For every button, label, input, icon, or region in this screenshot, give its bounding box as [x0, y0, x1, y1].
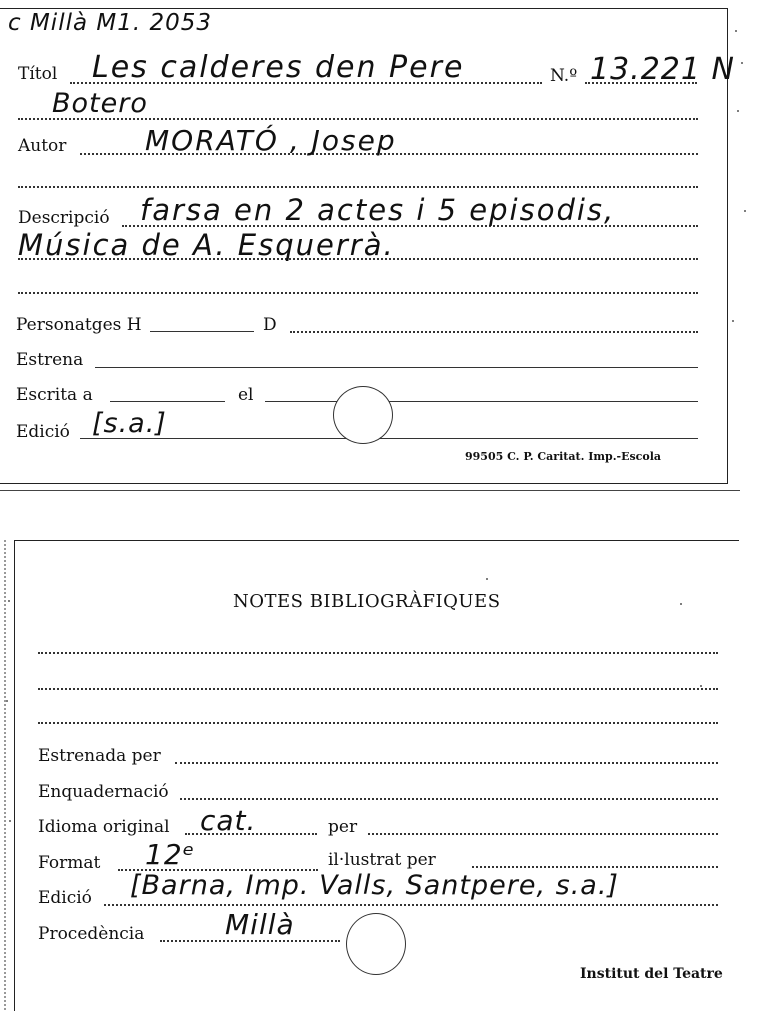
header-note: c Millà M1. 2053 [8, 10, 213, 36]
descripcio-value-2: Música de A. Esquerrà. [18, 228, 395, 262]
autor-label: Autor [18, 136, 67, 156]
numero-label: N.º [550, 66, 578, 86]
speck [741, 62, 743, 64]
notes-line-1 [38, 652, 718, 654]
speck [735, 30, 737, 32]
escrita-line [110, 401, 225, 402]
notes-line-2 [38, 688, 718, 690]
speck [6, 700, 8, 702]
speck [9, 820, 11, 822]
edicio2-label: Edició [38, 888, 92, 908]
edicio-line [80, 438, 698, 439]
speck [486, 578, 488, 580]
personatges-d-line [290, 331, 698, 333]
idioma-value: cat. [200, 804, 257, 837]
speck [744, 210, 746, 212]
edicio-label: Edició [16, 422, 70, 442]
estrenada-label: Estrenada per [38, 746, 161, 766]
enquadernacio-line [180, 798, 718, 800]
el-line [265, 401, 698, 402]
titol-label: Títol [18, 64, 58, 84]
edicio2-value: [Barna, Imp. Valls, Santpere, s.a.] [130, 870, 619, 901]
punch-hole [333, 386, 393, 444]
card-notes-left-edge [4, 540, 6, 1010]
illustrat-line [472, 866, 718, 868]
format-value: 12ᵉ [145, 838, 196, 871]
escrita-label: Escrita a [16, 385, 93, 405]
numero-value: 13.221 N [590, 52, 735, 87]
procedencia-label: Procedència [38, 924, 145, 944]
speck [700, 685, 702, 687]
idioma-label: Idioma original [38, 817, 170, 837]
estrena-label: Estrena [16, 350, 84, 370]
autor-line-2 [18, 186, 698, 188]
titol-value-2: Botero [52, 88, 148, 119]
titol-value: Les calderes den Pere [92, 50, 465, 85]
edicio2-line [104, 904, 718, 906]
card-main-bottom-edge [0, 490, 740, 491]
speck [737, 110, 739, 112]
descripcio-line-3 [18, 292, 698, 294]
notes-line-3 [38, 722, 718, 724]
personatges-label: Personatges H [16, 315, 142, 335]
el-label: el [238, 385, 254, 405]
notes-heading: NOTES BIBLIOGRÀFIQUES [233, 591, 501, 612]
per-line [368, 833, 718, 835]
speck [732, 320, 734, 322]
enquadernacio-label: Enquadernació [38, 782, 169, 802]
format-label: Format [38, 853, 101, 873]
personatges-h-line [150, 331, 254, 332]
descripcio-label: Descripció [18, 208, 110, 228]
procedencia-value: Millà [225, 908, 295, 941]
speck [680, 603, 682, 605]
personatges-d-label: D [263, 315, 277, 335]
illustrat-label: il·lustrat per [328, 850, 436, 870]
institution-stamp: Institut del Teatre [580, 966, 723, 982]
speck [8, 600, 10, 602]
estrena-line [95, 367, 698, 368]
estrenada-line [175, 762, 718, 764]
printer-imprint: 99505 C. P. Caritat. Imp.-Escola [465, 450, 662, 463]
autor-value: MORATÓ , Josep [145, 124, 397, 157]
per-label: per [328, 817, 358, 837]
edicio-value: [s.a.] [92, 408, 167, 439]
punch-hole-2 [346, 913, 406, 975]
descripcio-value: farsa en 2 actes i 5 episodis, [140, 193, 616, 227]
